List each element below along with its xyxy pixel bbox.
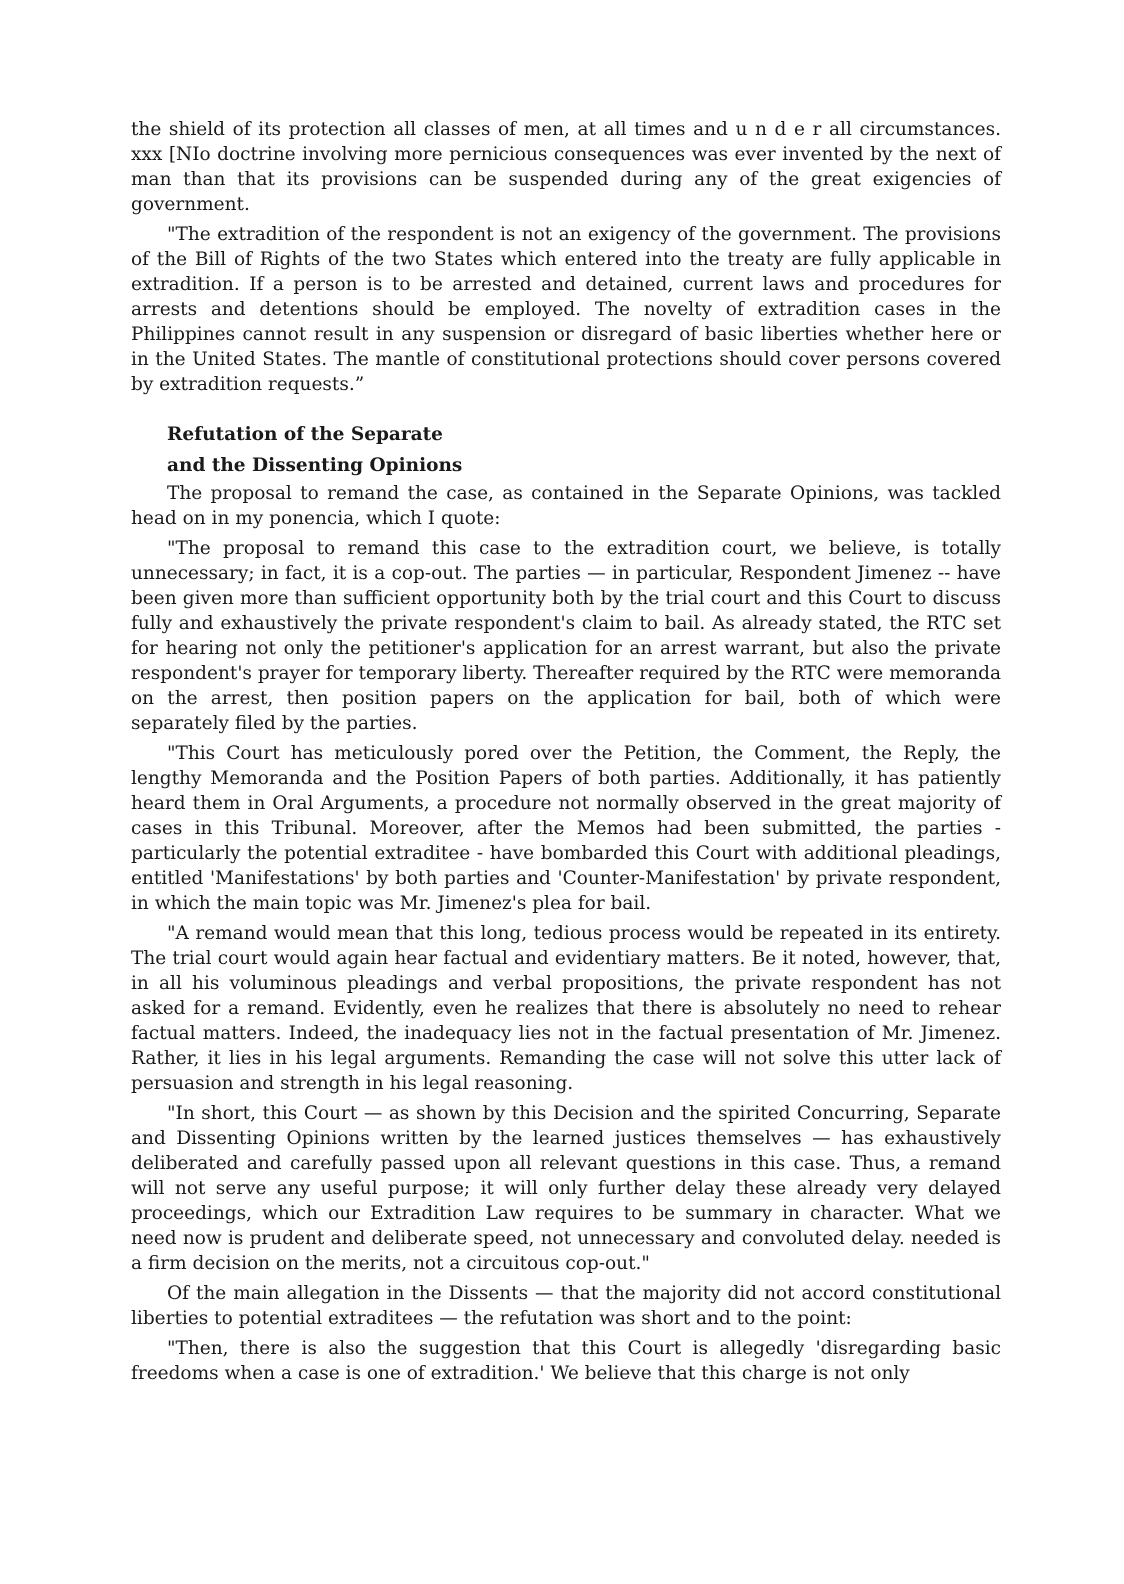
paragraph-dissents-allegation: Of the main allegation in the Dissents — that the majority did not accord constitutional liberties to potential extraditees — the refutation was short and to the point: — [131, 1283, 1001, 1329]
paragraph-continued: the shield of its protection all classes of men, at all times and u n d e r all circumstances. xxx [NIo doctrine involving more pernicious consequences was ever invented by the next of man than that its provisions can be suspended during any of the great exigencies of government. — [131, 119, 1001, 215]
paragraph-quote-extradition: "The extradition of the respondent is not an exigency of the government. The provisions of the Bill of Rights of the two States which entered into the treaty are fully applicable in extradition. If a person is to be arrested and detained, current laws and procedures for arrests and detentions should be employed. The novelty of extradition cases in the Philippines cannot result in any suspension or disregard of basic liberties whether here or in the United States. The mantle of constitutional protections should cover persons covered by extradition requests.” — [131, 224, 1001, 395]
paragraph-court-pored: "This Court has meticulously pored over the Petition, the Comment, the Reply, the lengthy Memoranda and the Position Papers of both parties. Additionally, it has patiently heard them in Oral Arguments, a procedure not normally observed in the great majority of cases in this Tribunal. Moreover, after the Memos had been submitted, the parties - particularly the potential extraditee - have bombarded this Court with additional pleadings, entitled 'Manifestations' by both parties and 'Counter-Manifestation' by private respondent, in which the main topic was Mr. Jimenez's plea for bail. — [131, 743, 1001, 914]
paragraph-in-short: "In short, this Court — as shown by this Decision and the spirited Concurring, Separate and Dissenting Opinions written by the learned justices themselves — has exhaustively deliberated and carefully passed upon all relevant questions in this case. Thus, a remand will not serve any useful purpose; it will only further delay these already very delayed proceedings, which our Extradition Law requires to be summary in character. What we need now is prudent and deliberate speed, not unnecessary and convoluted delay. needed is a firm decision on the merits, not a circuitous cop-out." — [131, 1103, 1001, 1274]
paragraph-remand-cop-out: "The proposal to remand this case to the extradition court, we believe, is totally unnecessary; in fact, it is a cop-out. The parties — in particular, Respondent Jimenez -- have been given more than sufficient opportunity both by the trial court and this Court to discuss fully and exhaustively the private respondent's claim to bail. As already stated, the RTC set for hearing not only the petitioner's application for an arrest warrant, but also the private respondent's prayer for temporary liberty. Thereafter required by the RTC were memoranda on the arrest, then position papers on the application for bail, both of which were separately filed by the parties. — [131, 538, 1001, 734]
paragraph-remand-tedious: "A remand would mean that this long, tedious process would be repeated in its entirety. The trial court would again hear factual and evidentiary matters. Be it noted, however, that, in all his voluminous pleadings and verbal propositions, the private respondent has not asked for a remand. Evidently, even he realizes that there is absolutely no need to rehear factual matters. Indeed, the inadequacy lies not in the factual presentation of Mr. Jimenez. Rather, it lies in his legal arguments. Remanding the case will not solve this utter lack of persuasion and strength in his legal reasoning. — [131, 923, 1001, 1094]
paragraph-basic-freedoms: "Then, there is also the suggestion that this Court is allegedly 'disregarding basic freedoms when a case is one of extradition.' We believe that this charge is not only — [131, 1338, 1001, 1384]
paragraph-remand-intro: The proposal to remand the case, as contained in the Separate Opinions, was tackled head on in my ponencia, which I quote: — [131, 483, 1001, 529]
document-page — [131, 117, 1001, 1391]
heading-line-2: and the Dissenting Opinions — [167, 455, 463, 476]
heading-line-1: Refutation of the Separate — [167, 424, 443, 445]
section-heading — [131, 419, 1001, 481]
